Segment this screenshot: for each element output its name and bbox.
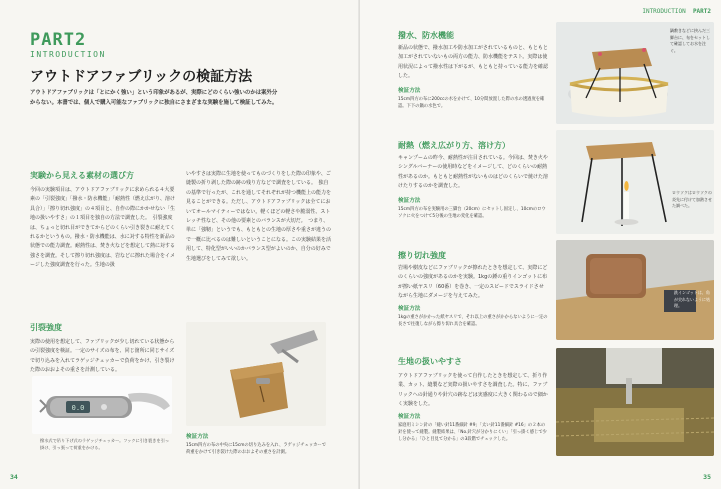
section-body-col2: いやすさは実際に生地を使ってものづくりをした際の印象や、ご縫製の折り剥した際の跡の残り方などで調査をしている。 独自の基準で行ったが、これを通してそれぞれが持つ機能上の能力を見ることができる。ただし、アウトドアファブリックは全てにおいてオールマイティーではない。軽くほどの軽さや脆弱性、ストレッチ性など、その他の要素とのバランスが大切だ。 つまり、単に「強靭」というでも、もともとの生地の厚さや重さが違うので一概に比べるのは難しいということになる。この実験結果を活用して、特化型がいいのかバランス型がよいのか、自分の好みで生地選びをしてみて欲しい。 (186, 171, 332, 262)
section-body-water: 新品の状態で、撥水加工や防水加工がされているものと、もともと加工がされていないもの両方の能力、防水機能をテスト。実際は使用状況によって撥水性は下がるが、もともと持っている能力を確認した。 (398, 45, 549, 80)
heat-test-photo (556, 130, 714, 234)
abrasion-photo-note: 鉄インゴットは、角が尖れないように処理。 (674, 290, 710, 308)
section-body-heat: キャンプームの昨今、耐熱性が注目されている。今回は、焚き火やシングルバーナーの使用時などをイメージして、どのくらいの耐熱性があるのか。もともと耐熱性がないものはどのくらいで焼けた溶けたりするのかを調査した。 (398, 155, 549, 190)
water-method-body: 15cm四方の布に200ccの水をかけて、10分間放置した際の水の透過度を確認。下下の鍋の水色で。 (398, 97, 545, 110)
handling-method-heading: 検証方法 (398, 414, 421, 420)
luggage-checker-photo (32, 376, 172, 434)
water-method-heading: 検証方法 (398, 88, 421, 94)
abrasion-method-body: 1kgの重さがかかった紙ヤスリで、それ以上の重さがかからないように一定の長さで往復しながら擦り切れ具合を確認。 (398, 315, 548, 328)
section-heading-water: 撥水、防水機能 (398, 31, 454, 40)
page-number-left: 34 (10, 473, 18, 481)
heat-test-illustration (556, 130, 714, 234)
section-body-col1: 今回の実験項目は、アウトドアファブリックに求められる４大要素の「引裂強度」「撥水・防水機能」「耐熱性（燃え広がり、溶け具合）」「擦り切れ強度」の４項目と、自作の際にかかせない「生地の扱いやすさ」の１項目を独自の方法で調査した。 引裂強度は、ちょっと切れ目ができてからどのくらい引き裂きに耐えてくれるかというもの。撥水・防水機能は、水に対する特性を新品の状態での能力調査。耐熱性は、焚き火などを想定して熱に対する強さを調査。そして擦り切れ強度は、岩などに擦れた場合をイメージした強度調査を行った。生地の扱 (30, 187, 176, 269)
header-section-label: INTRODUCTION (642, 8, 686, 15)
tear-test-photo (186, 322, 326, 426)
part-title: PART2 (30, 30, 87, 50)
water-photo-note: 鍋敷きなどに挟んだ三脚台に、布をセットして確認してお水を注ぐ。 (670, 28, 710, 53)
section-heading-tear: 引裂強度 (30, 323, 62, 332)
scale-display: 0.0 (71, 404, 85, 412)
sewing-illustration (556, 348, 714, 456)
tear-test-illustration (186, 322, 326, 426)
left-page (0, 0, 360, 489)
intro-label: INTRODUCTION (30, 50, 106, 59)
header-part-label: PART2 (692, 8, 711, 15)
page-number-right: 35 (703, 473, 711, 481)
heat-method-heading: 検証方法 (398, 198, 421, 204)
heat-photo-note: ロウソクはロウソクの炎先に付けて加熱させた調べた。 (672, 190, 712, 208)
lead-text: アウトドアファブリックは「とにかく強い」という印象があるが、実際にどのくらい強いのかは案外分からない。本書では、個人で購入可能なファブリックに独自にさまざまな実験を施して検証してみた。 (30, 90, 278, 106)
heat-method-body: 15cm四方の布を実験用の三脚台（20cm）にセットし固定し、10cmのロウソクに火をつけて5分後の生地の変化を確認。 (398, 207, 546, 220)
abrasion-method-heading: 検証方法 (398, 306, 421, 312)
section-heading-heat: 耐熱（燃え広がり方、溶け方） (398, 141, 510, 150)
section-body-handling: アウトドアファブリックを使って自作したときを想定して、折り作業、カット、縫製など実際の扱いやすさを調査した。特に、ファブリックへの針通りや針穴の跡などは実感度に大きく関わるので細かく実験をした。 (398, 373, 548, 408)
handling-method-body: 家庭用ミシン針の「縫い針11番細針 #9」「太い針11番細針 #16」の２本の針を使って縫製。縫製結果は、「No.針穴が分かりにくい」「引っ掛く感じで少し分かる」「ひと目見て分かる」の3段階でチェックした。 (398, 423, 547, 443)
tear-method-body: 15cm四方の布の中央に15cmの切り込みを入れ、ラゲッジチェッカーで荷重をかけて引き裂けた際のおおよその重さを計測。 (186, 443, 327, 456)
page-title: アウトドアファブリックの検証方法 (30, 69, 253, 85)
luggage-checker-illustration (32, 376, 172, 434)
section-body-abrasion: 岩場や樹皮などにファブリックが擦れたときを想定して、実際にどのくらいの強度があるのかを実験。1kgの錘の重りインゴットに布が擦い紙ヤスリ（60番）を巻き、一定のスピードでスライドさせながら生地にダメージを与えてみた。 (398, 265, 548, 300)
luggage-checker-caption: 撥水式で吊り下げ式のラゲッジチェッカー。フックに引き裂きを引っ掛け、引っ張って荷重をかける。 (40, 438, 170, 450)
abrasion-test-photo (556, 240, 714, 340)
section-heading-abrasion: 擦り切れ強度 (398, 251, 446, 260)
section-body-tear: 実際の使用を想定して、ファブリックが少し切れている状態からの引裂強度を検証。一定のサイズの布を、同じ箇所に同じサイズで切り込みを入れてラゲッジチェッカーで負荷をかけ、引き裂けた際のおおよその重さを計測している。 (30, 339, 175, 374)
water-test-photo (556, 22, 714, 124)
section-heading-material: 実験から見える素材の選び方 (30, 171, 134, 180)
tear-method-heading: 検証方法 (186, 434, 209, 440)
section-heading-handling: 生地の扱いやすさ (398, 357, 462, 366)
right-page (360, 0, 721, 489)
sewing-photo (556, 348, 714, 456)
running-header (642, 8, 711, 15)
